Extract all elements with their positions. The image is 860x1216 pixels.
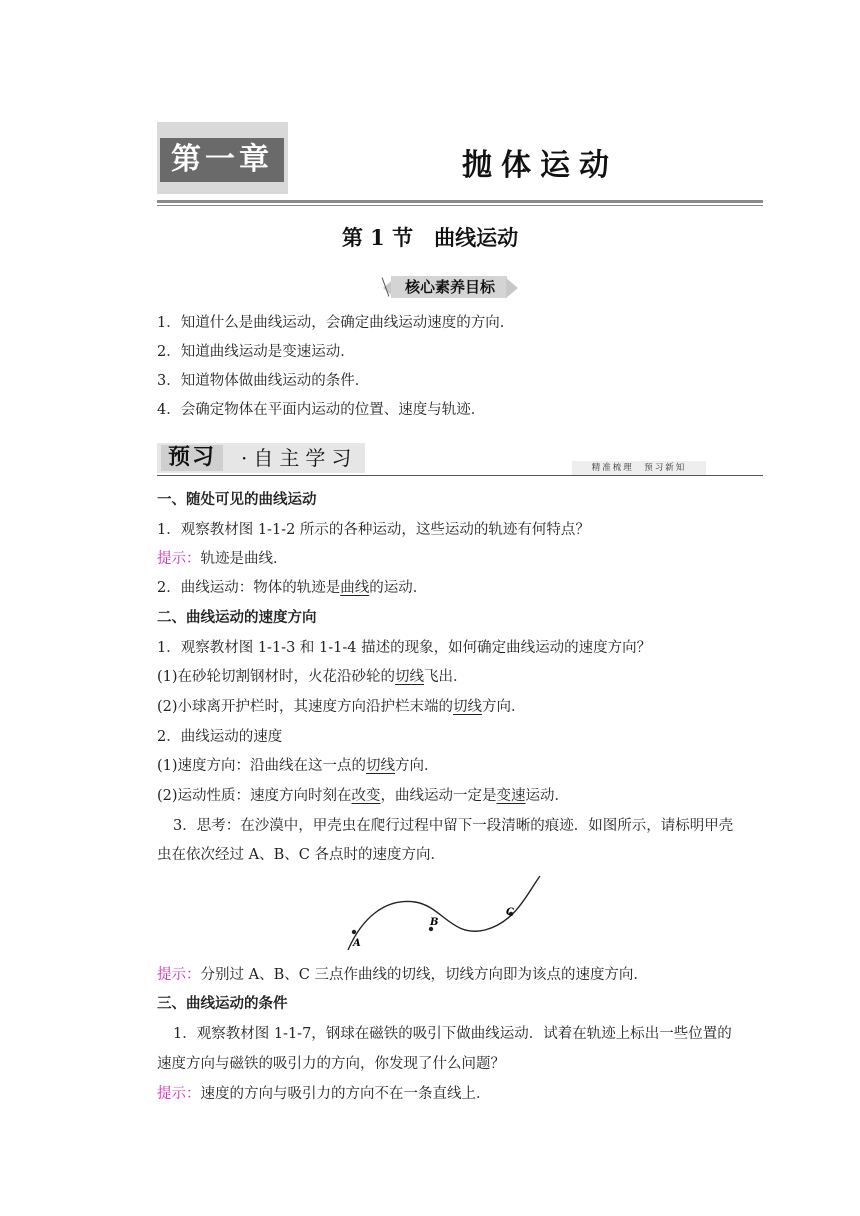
part3-heading: 三、曲线运动的条件 <box>157 996 288 1012</box>
point-c-label: C <box>506 907 514 918</box>
part1-heading: 一、随处可见的曲线运动 <box>157 492 317 508</box>
part1-question: 1．观察教材图 1-1-2 所示的各种运动，这些运动的轨迹有何特点？ <box>157 522 590 538</box>
goal-item: 3．知道物体做曲线运动的条件． <box>157 373 370 389</box>
preview-right-tag: 精准梳理 预习新知 <box>572 461 706 475</box>
part3-question: 1．观察教材图 1-1-7，钢球在磁铁的吸引下做曲线运动．试着在轨迹上标出一些位置的 <box>173 1026 732 1042</box>
hint-line <box>157 1084 491 1104</box>
header-rule-thin <box>157 205 763 206</box>
answer-line: (1)速度方向：沿曲线在这一点的切线方向． <box>157 758 439 774</box>
header-rule <box>157 200 763 203</box>
speed-heading: 2．曲线运动的速度 <box>157 729 283 745</box>
hint-text: 轨迹是曲线． <box>200 551 288 567</box>
preview-subtitle: ·自主学习 <box>241 446 358 470</box>
hint-label: 提示： <box>157 551 201 567</box>
trace-curve-figure <box>340 870 550 955</box>
goal-item: 1．知道什么是曲线运动，会确定曲线运动速度的方向． <box>157 315 515 331</box>
hint-text: 分别过 A、B、C 三点作曲线的切线，切线方向即为该点的速度方向． <box>200 967 648 983</box>
part2-heading: 二、曲线运动的速度方向 <box>157 610 317 626</box>
blank-answer: 切线 <box>366 758 396 774</box>
chapter-title: 抛体运动 <box>462 148 618 183</box>
chapter-label: 第一章 <box>160 138 284 182</box>
answer-line: (2)运动性质：速度方向时刻在改变，曲线运动一定是变速运动． <box>157 788 570 804</box>
hint-line <box>157 549 288 569</box>
preview-tag: 预习 <box>161 445 223 471</box>
answer-line: (1)在砂轮切割钢材时，火花沿砂轮的切线飞出． <box>157 669 468 685</box>
hint-text: 速度的方向与吸引力的方向不在一条直线上． <box>200 1086 491 1102</box>
preview-banner <box>157 443 367 473</box>
blank-answer: 改变 <box>351 788 381 804</box>
blank-answer: 切线 <box>395 669 425 685</box>
part3-question-cont: 速度方向与磁铁的吸引力的方向，你发现了什么问题？ <box>157 1056 505 1072</box>
point-b-label: B <box>430 917 439 928</box>
point-a-label: A <box>353 938 361 949</box>
hint-line <box>157 965 648 985</box>
hint-label: 提示： <box>157 1086 201 1102</box>
part2-question: 1．观察教材图 1-1-3 和 1-1-4 描述的现象，如何确定曲线运动的速度方向？ <box>157 640 652 656</box>
goal-item: 4．会确定物体在平面内运动的位置、速度与轨迹． <box>157 402 486 418</box>
section-title: 第 1 节 曲线运动 <box>341 225 519 250</box>
think-question: 3．思考：在沙漠中，甲壳虫在爬行过程中留下一段清晰的痕迹．如图所示，请标明甲壳 <box>173 818 734 834</box>
hint-label: 提示： <box>157 967 201 983</box>
preview-rule <box>157 475 763 476</box>
goal-item: 2．知道曲线运动是变速运动． <box>157 344 355 360</box>
point-a-marker <box>352 930 356 934</box>
blank-answer: 切线 <box>453 699 483 715</box>
blank-answer: 变速 <box>496 788 526 804</box>
think-question-cont: 虫在依次经过 A、B、C 各点时的速度方向． <box>157 847 445 863</box>
answer-line: (2)小球离开护栏时，其速度方向沿护栏末端的切线方向． <box>157 699 526 715</box>
goals-badge-label: 核心素养目标 <box>404 278 495 296</box>
curve-motion-definition: 2．曲线运动：物体的轨迹是曲线的运动． <box>157 580 428 596</box>
blank-answer: 曲线 <box>340 580 370 596</box>
